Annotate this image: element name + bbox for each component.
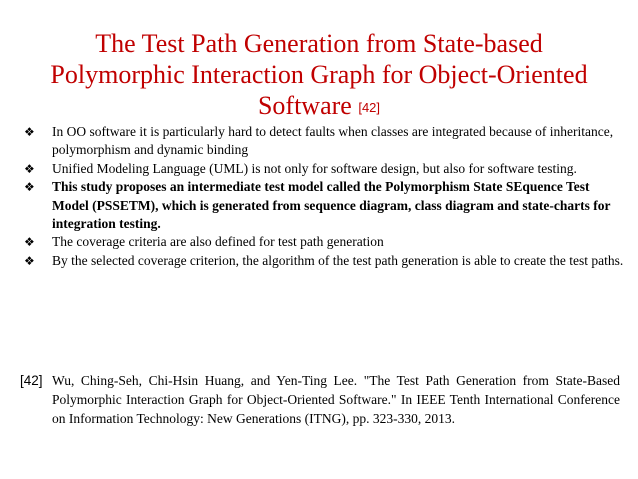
title-line-3 bbox=[0, 90, 638, 123]
bullet-item bbox=[24, 178, 624, 233]
reference-tag: [42] bbox=[20, 373, 43, 388]
diamond-bullet-icon: ❖ bbox=[24, 161, 35, 176]
diamond-bullet-icon: ❖ bbox=[24, 180, 35, 195]
title-citation: [42] bbox=[358, 100, 381, 115]
bullet-item bbox=[24, 233, 624, 251]
slide-title bbox=[0, 28, 638, 123]
bullet-item bbox=[24, 160, 624, 178]
title-line-3-text: Software bbox=[257, 91, 352, 120]
diamond-bullet-icon: ❖ bbox=[24, 125, 35, 139]
bullet-text: This study proposes an intermediate test model called the Polymorphism State SEquence Test Model (PSSETM), which is generated from sequence diagram, class diagram and state-charts for integration testing. bbox=[52, 179, 611, 232]
bullet-item bbox=[24, 252, 624, 270]
bullet-text: Unified Modeling Language (UML) is not only for software design, but also for software testing. bbox=[52, 160, 577, 176]
reference-citation bbox=[20, 371, 620, 428]
bullet-list bbox=[24, 123, 624, 270]
diamond-bullet-icon: ❖ bbox=[24, 235, 35, 250]
bullet-text: In OO software it is particularly hard to detect faults when classes are integrated because of inheritance, polymorphism and dynamic binding bbox=[52, 124, 614, 158]
title-line-2: Polymorphic Interaction Graph for Object-Oriented bbox=[50, 60, 588, 89]
reference-text: Wu, Ching-Seh, Chi-Hsin Huang, and Yen-Ting Lee. "The Test Path Generation from State-Based Polymorphic Interaction Graph for Object-Oriented Software." In IEEE Tenth International Conference on Information Technology: New Generations (ITNG), pp. 323-330, 2013. bbox=[52, 373, 620, 426]
bullet-item bbox=[24, 123, 624, 160]
bullet-text: The coverage criteria are also defined for test path generation bbox=[52, 234, 384, 250]
title-line-1: The Test Path Generation from State-based bbox=[95, 29, 543, 58]
bullet-text: By the selected coverage criterion, the algorithm of the test path generation is able to create the test paths. bbox=[52, 252, 624, 268]
diamond-bullet-icon: ❖ bbox=[24, 253, 35, 268]
